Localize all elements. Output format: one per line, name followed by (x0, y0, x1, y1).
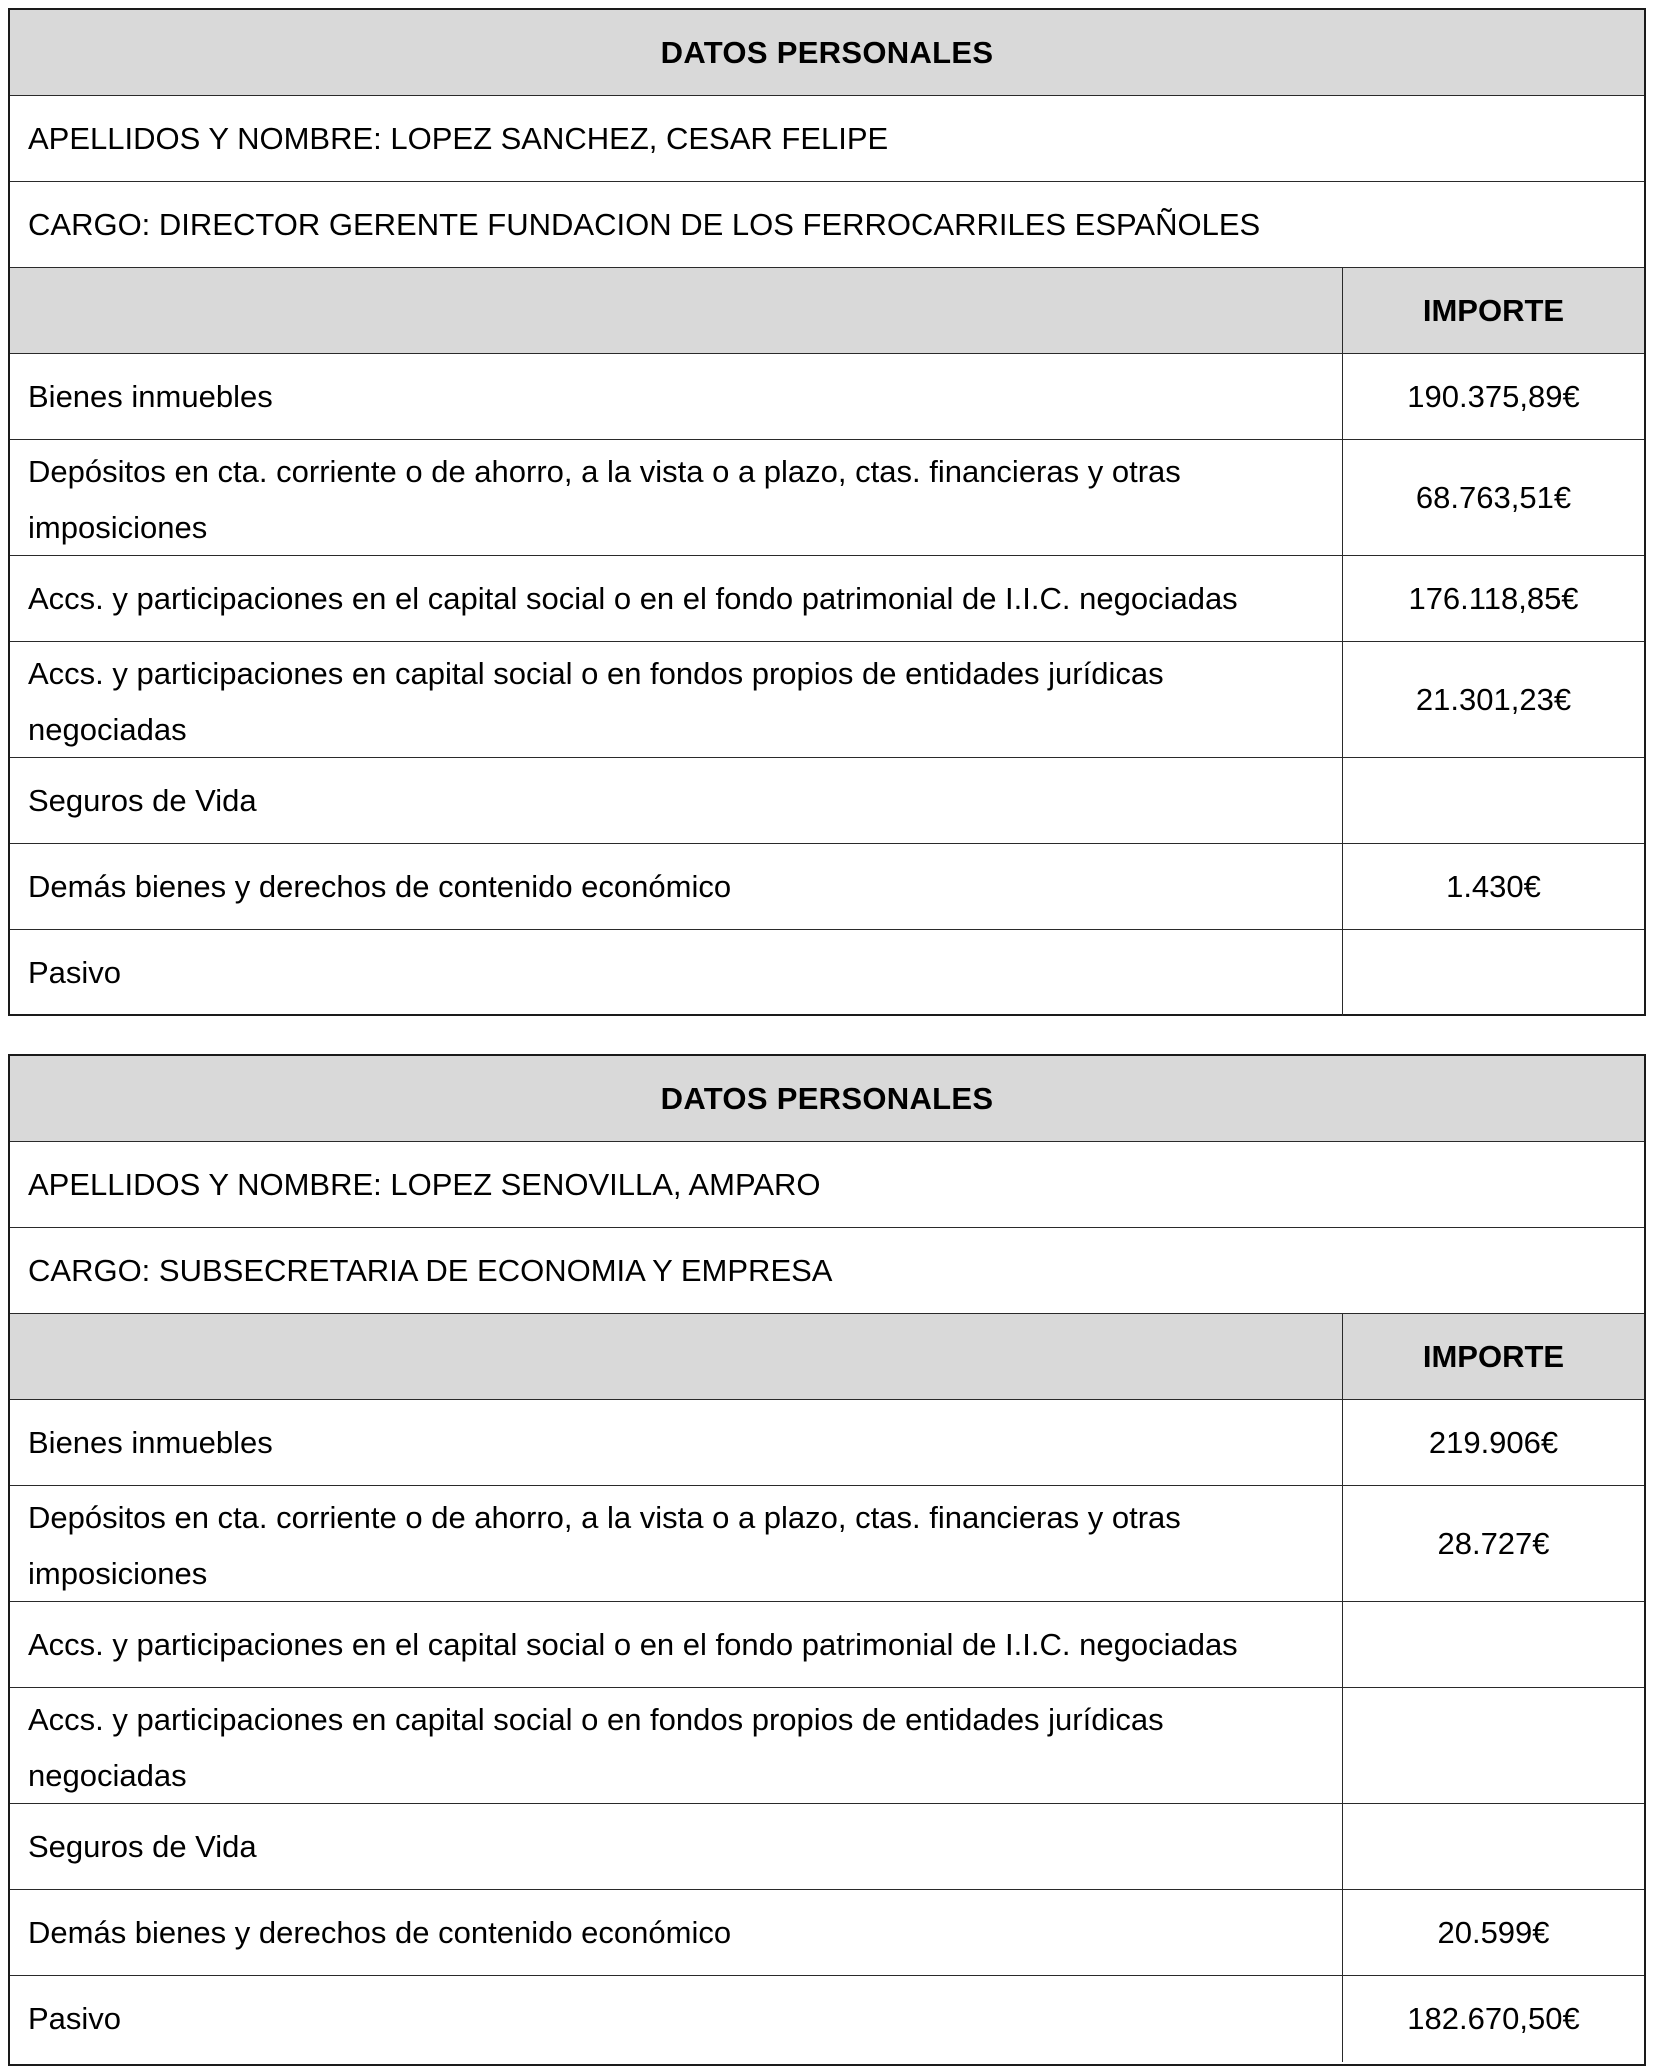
amount-cell: 1.430€ (1446, 869, 1541, 904)
table-row (10, 1400, 1644, 1486)
amount-cell (1343, 1602, 1644, 1687)
name-text: APELLIDOS Y NOMBRE: LOPEZ SANCHEZ, CESAR FELIPE (28, 120, 889, 156)
table-row (10, 1890, 1644, 1976)
concept-cell: Demás bienes y derechos de contenido económico (10, 1890, 1343, 1975)
name-text: APELLIDOS Y NOMBRE: LOPEZ SENOVILLA, AMPARO (28, 1166, 821, 1202)
concept-cell: Bienes inmuebles (10, 1400, 1343, 1485)
name-row (10, 96, 1644, 182)
declaration-table-1 (8, 8, 1646, 1016)
amount-column-header: IMPORTE (1422, 292, 1565, 328)
table-title (10, 1056, 1644, 1142)
table-title-text: DATOS PERSONALES (660, 34, 994, 70)
concept-cell: Pasivo (10, 1976, 1343, 2062)
concept-cell: Demás bienes y derechos de contenido económico (10, 844, 1343, 929)
concept-cell: Accs. y participaciones en el capital social o en el fondo patrimonial de I.I.C. negociadas (10, 1602, 1343, 1687)
amount-cell: 20.599€ (1437, 1915, 1550, 1950)
amount-cell: 182.670,50€ (1407, 2001, 1580, 2036)
table-row (10, 440, 1644, 556)
table-row (10, 642, 1644, 758)
name-row (10, 1142, 1644, 1228)
concept-cell: Depósitos en cta. corriente o de ahorro, a la vista o a plazo, ctas. financieras y otras imposiciones (10, 440, 1343, 555)
concept-cell: Pasivo (10, 930, 1343, 1016)
cargo-row (10, 1228, 1644, 1314)
table-row (10, 1602, 1644, 1688)
amount-cell: 28.727€ (1437, 1526, 1550, 1561)
amount-cell (1343, 1804, 1644, 1889)
table-row (10, 1804, 1644, 1890)
concept-cell: Seguros de Vida (10, 758, 1343, 843)
table-title (10, 10, 1644, 96)
table-row (10, 1688, 1644, 1804)
amount-cell: 21.301,23€ (1415, 682, 1572, 717)
table-row (10, 1976, 1644, 2062)
amount-column-header: IMPORTE (1422, 1338, 1565, 1374)
amount-cell: 190.375,89€ (1407, 379, 1580, 414)
table-row (10, 930, 1644, 1016)
table-title-text: DATOS PERSONALES (660, 1080, 994, 1116)
amount-cell (1343, 930, 1644, 1016)
amount-cell: 219.906€ (1428, 1425, 1559, 1460)
column-header-row (10, 1314, 1644, 1400)
concept-cell: Bienes inmuebles (10, 354, 1343, 439)
concept-column-header (10, 268, 1343, 353)
amount-cell: 68.763,51€ (1415, 480, 1572, 515)
concept-cell: Accs. y participaciones en capital social o en fondos propios de entidades jurídicas negociadas (10, 1688, 1343, 1803)
concept-cell: Depósitos en cta. corriente o de ahorro, a la vista o a plazo, ctas. financieras y otras imposiciones (10, 1486, 1343, 1601)
amount-cell (1343, 1688, 1644, 1803)
concept-cell: Accs. y participaciones en el capital social o en el fondo patrimonial de I.I.C. negociadas (10, 556, 1343, 641)
amount-cell (1343, 758, 1644, 843)
cargo-text: CARGO: SUBSECRETARIA DE ECONOMIA Y EMPRESA (28, 1252, 833, 1288)
concept-cell: Accs. y participaciones en capital social o en fondos propios de entidades jurídicas negociadas (10, 642, 1343, 757)
table-row (10, 844, 1644, 930)
concept-cell: Seguros de Vida (10, 1804, 1343, 1889)
column-header-row (10, 268, 1644, 354)
table-row (10, 758, 1644, 844)
cargo-row (10, 182, 1644, 268)
concept-column-header (10, 1314, 1343, 1399)
cargo-text: CARGO: DIRECTOR GERENTE FUNDACION DE LOS FERROCARRILES ESPAÑOLES (28, 206, 1261, 242)
amount-cell: 176.118,85€ (1408, 581, 1579, 616)
table-row (10, 354, 1644, 440)
declaration-table-2 (8, 1054, 1646, 2066)
table-row (10, 556, 1644, 642)
table-row (10, 1486, 1644, 1602)
